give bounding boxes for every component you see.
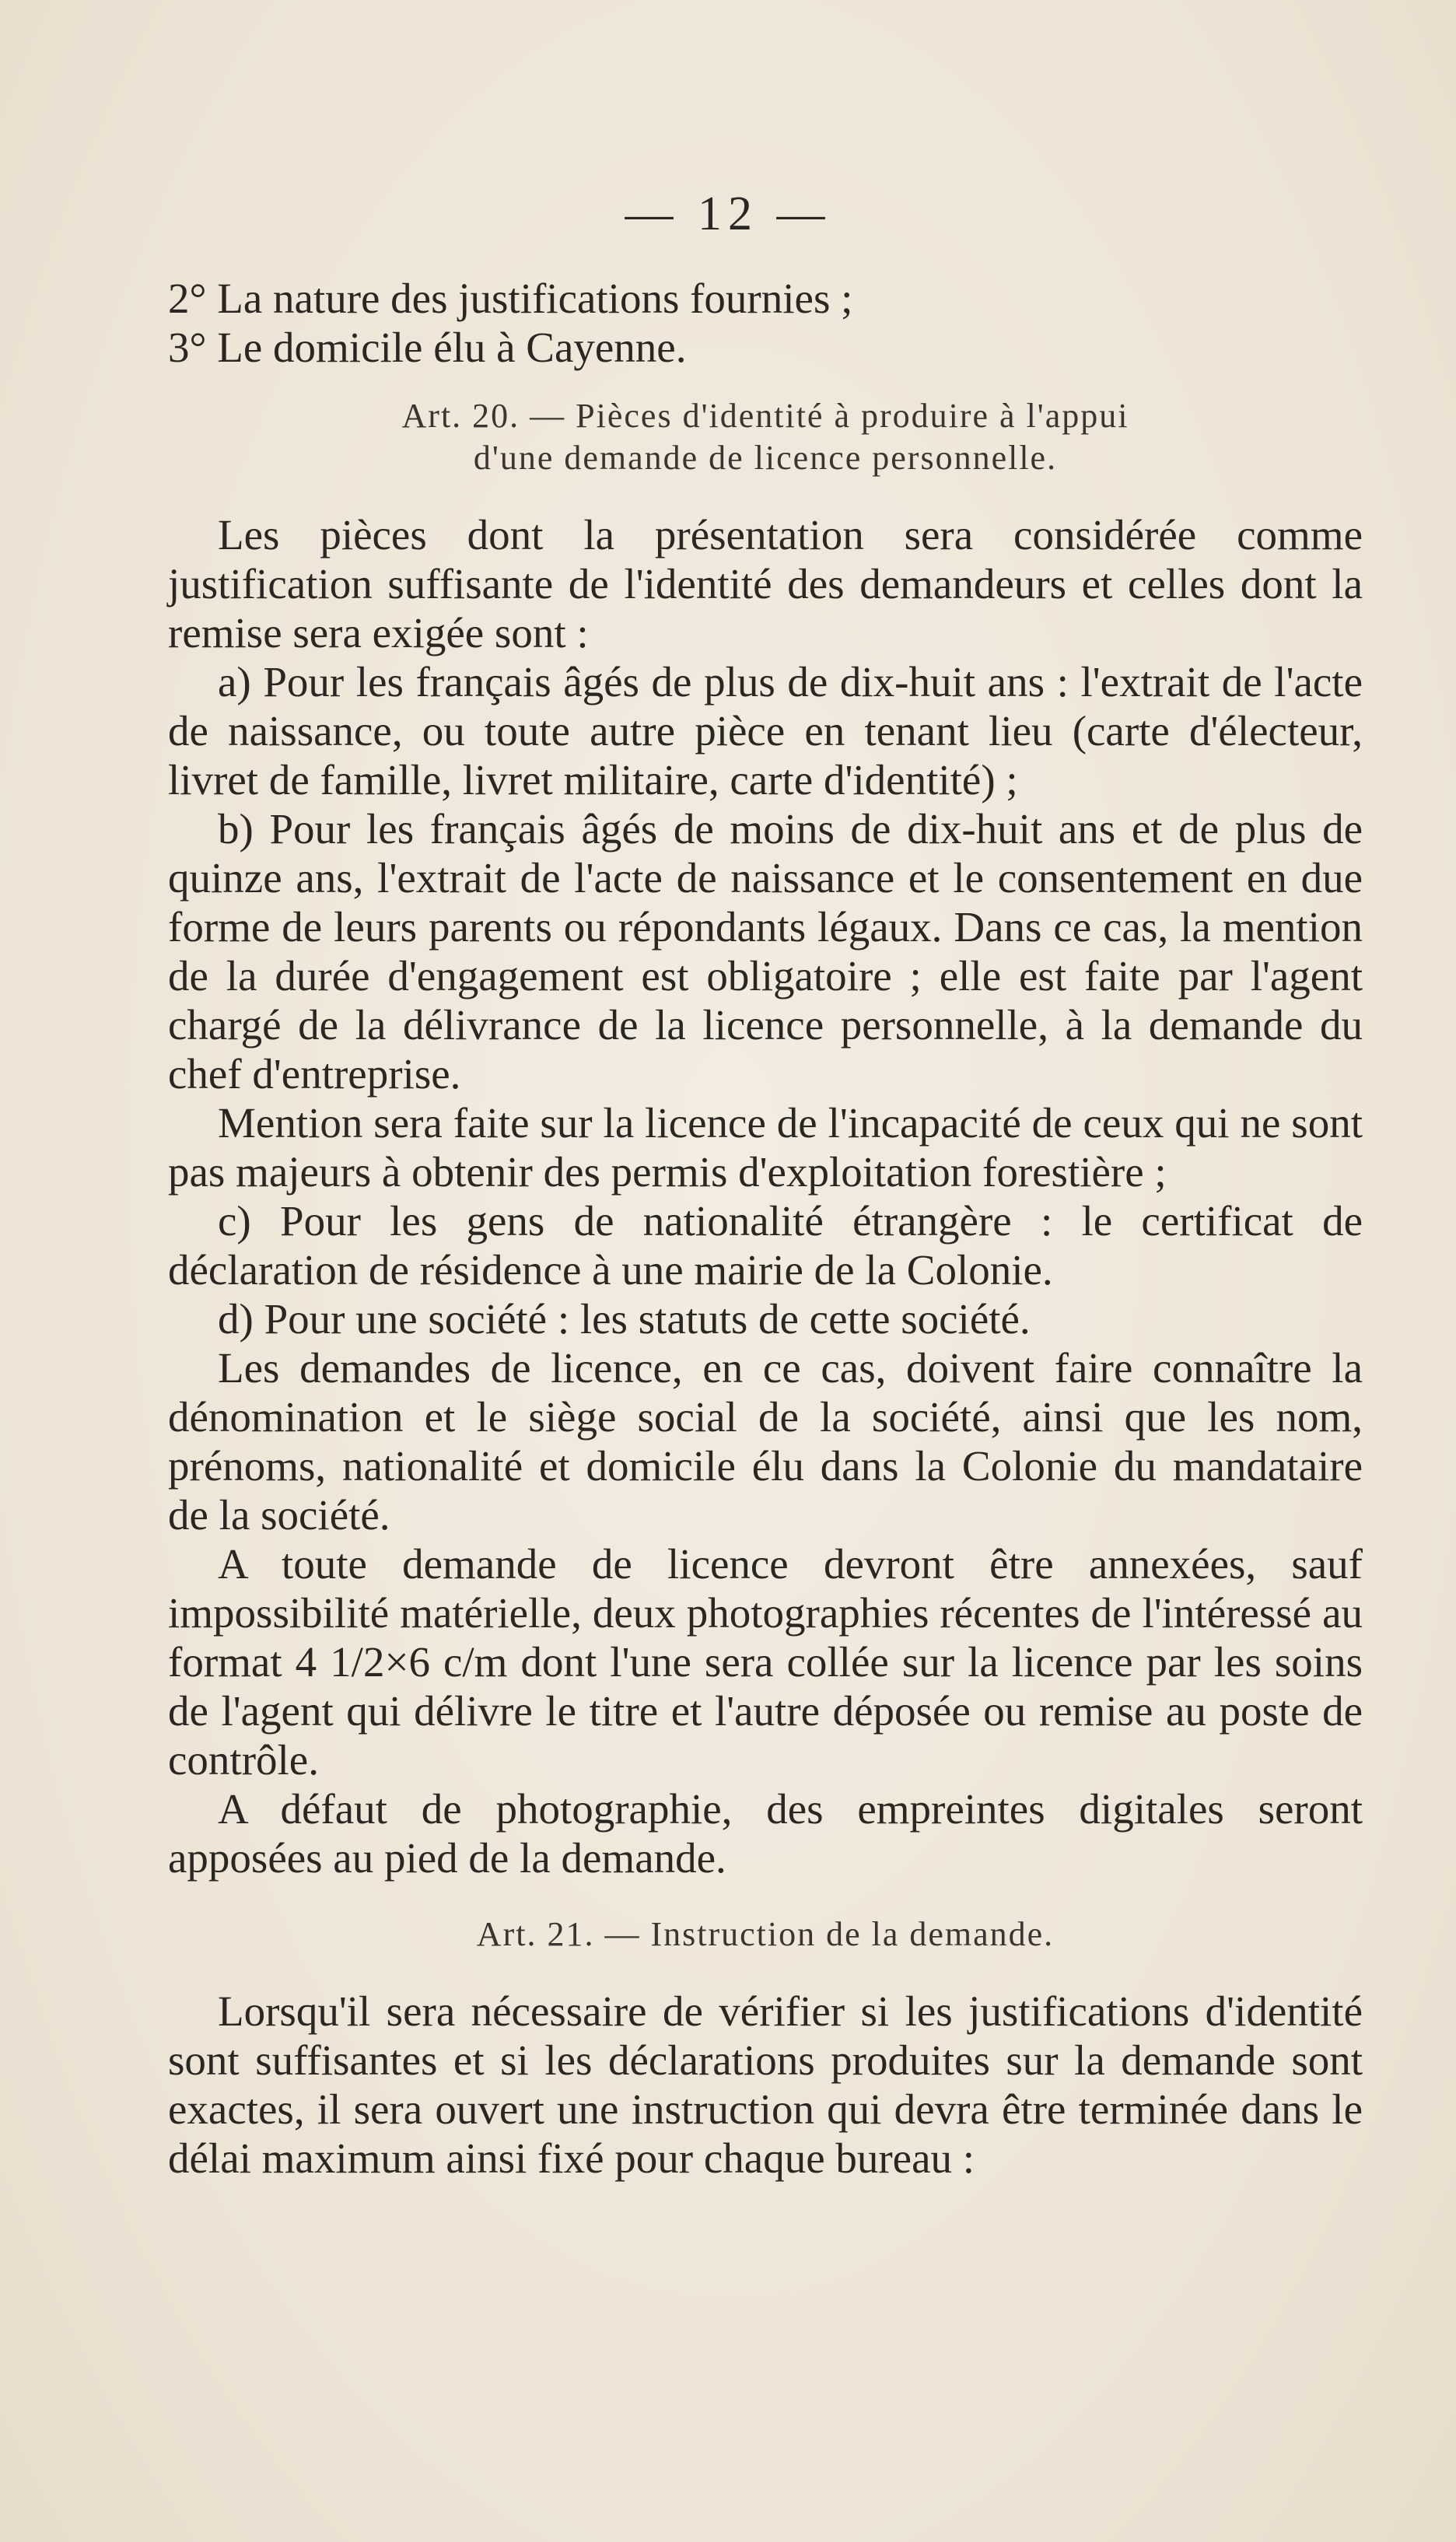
- article-20-line-1: Art. 20. — Pièces d'identité à produire à l'appui: [401, 397, 1129, 435]
- list-block: [168, 274, 1363, 372]
- paragraph-b: b) Pour les français âgés de moins de dix-huit ans et de plus de quinze ans, l'extrait de l'acte de naissance et le consentement en due forme de leurs parents ou répondants légaux. Dans ce cas, la mention de la durée d'engagement est obligatoire ; elle est faite par l'agent chargé de la délivrance de la licence personnelle, à la demande du chef d'entreprise.: [168, 805, 1363, 1098]
- paragraph-photographies: A toute demande de licence devront être annexées, sauf impossibilité matérielle, deux photographies récentes de l'intéressé au format 4 1/2×6 c/m dont l'une sera collée sur la licence par les soins de l'agent qui délivre le titre et l'autre déposée ou remise au poste de contrôle.: [168, 1540, 1363, 1784]
- paragraph-a: a) Pour les français âgés de plus de dix-huit ans : l'extrait de l'acte de naissance, ou toute autre pièce en tenant lieu (carte d'électeur, livret de famille, livret militaire, carte d'identité) ;: [168, 658, 1363, 804]
- article-21-heading: Art. 21. — Instruction de la demande.: [476, 1915, 1055, 1953]
- article-20-heading: [168, 395, 1363, 479]
- paragraph-d: d) Pour une société : les statuts de cette société.: [218, 1295, 1031, 1343]
- paragraph-mention: Mention sera faite sur la licence de l'incapacité de ceux qui ne sont pas majeurs à obtenir des permis d'exploitation forestière ;: [168, 1099, 1363, 1196]
- list-item-2: 2° La nature des justifications fournies ;: [168, 275, 853, 322]
- paragraph-c: c) Pour les gens de nationalité étrangère : le certificat de déclaration de résidence à une mairie de la Colonie.: [168, 1197, 1363, 1294]
- list-item-3: 3° Le domicile élu à Cayenne.: [168, 324, 687, 371]
- article-20-line-2: d'une demande de licence personnelle.: [473, 439, 1058, 477]
- paragraph-societe: Les demandes de licence, en ce cas, doivent faire connaître la dénomination et le siège social de la société, ainsi que les nom, prénoms, nationalité et domicile élu dans la Colonie du mandataire de la société.: [168, 1344, 1363, 1539]
- page-body: [168, 274, 1363, 2183]
- paragraph-empreintes: A défaut de photographie, des empreintes digitales seront apposées au pied de la demande.: [168, 1785, 1363, 1882]
- page-number: — 12 —: [625, 187, 831, 240]
- paragraph-intro: Les pièces dont la présentation sera considérée comme justification suffisante de l'identité des demandeurs et celles dont la remise sera exigée sont :: [168, 511, 1363, 657]
- paragraph-instruction: Lorsqu'il sera nécessaire de vérifier si les justifications d'identité sont suffisantes et si les déclarations produites sur la demande sont exactes, il sera ouvert une instruction qui devra être terminée dans le délai maximum ainsi fixé pour chaque bureau :: [168, 1987, 1363, 2182]
